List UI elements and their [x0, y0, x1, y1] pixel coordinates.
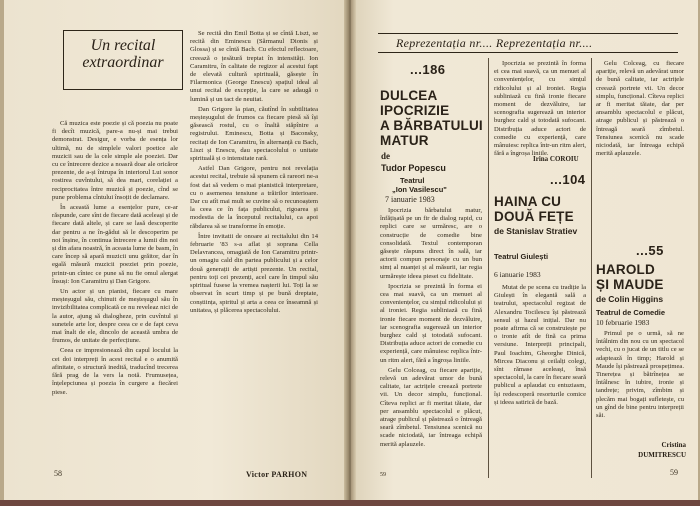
review-text-3 — [596, 330, 684, 438]
byline-de: de — [494, 226, 504, 236]
paragraph: Primul pe o urmă, să ne întâlnim din nou cu un spectacol vechi, cu o jucat de un titlu ce se adaptează în timp; Harold și Maude își păstrează prospețimea. Tinerețea și bătrînețea se întâlnesc în iubire, ironie și tandrețe; privim, zîmbim și plecăm mai bogați sufletește, cu un gînd de bine pentru interpreții săi. — [596, 330, 684, 420]
performance-number-2: ...104 — [550, 172, 586, 187]
theatre-label: Teatrul Giulești — [494, 252, 549, 261]
theatre-2 — [494, 252, 584, 262]
article-author: Victor PARHON — [246, 470, 308, 479]
paragraph: Gelu Colceag, cu fiecare apariție, relevă un adevărat umor de bună calitate, iar actrițele creează portrete vii. Un decor simplu, funcțional. Cîteva replici ar fi meritat tăiate, dar per ansamblu spectacolul e plăcut, atrage publicul și păstrează o întreagă seară zîmbetul. Tensiunea scenică nu scade niciodată, iar întreaga echipă merită aplauzele. — [380, 366, 482, 448]
book-edge — [0, 500, 700, 506]
play-title-2 — [494, 194, 589, 224]
paragraph: În această lume a esențelor pure, ce-ar răspunde, care sînt de fiecare dată aceleași și de fiecare dată altele, și care se lasă descoperite dar pentru a ne în-gădui să le descoperim pe noi înșine, în continua întrecere a lumii din noi și din afara noastră, în aceasta lume de basm, în care încep să apară muzicii unu grăitor, dar în egală măsură muzicii poeziei prin poezie, printr-un cîntec ce pune să nu fie omul alergat însuși: Ion Caramitru și Dan Grigore. — [52, 204, 178, 285]
book-gutter — [344, 0, 356, 502]
play-title-1 — [380, 88, 500, 148]
left-column-2 — [190, 30, 318, 462]
left-column-1 — [52, 120, 178, 480]
title-line: MATUR — [380, 133, 429, 148]
theatre-name: „Ion Vasilescu" — [392, 185, 447, 194]
title-line: A BĂRBATULUI — [380, 118, 483, 133]
playwright-1: Tudor Popescu — [381, 163, 446, 173]
column-rule — [591, 58, 592, 478]
paragraph: Ipocrizia se prezintă în forma ei cea mai suavă, ca un menuet al conveniențelor, cu simțul ridicolului și al ironiei. Regia subliniază cu fină ironie fiecare moment de dezvăluire, iar scenografia sugerează un interior burghez cald și totodată sufocant. Distribuția aduce actori de comedie cu experiență, care mânuiesc replica într-un ritm alert, fără a îngroșa liniile. — [380, 282, 482, 364]
title-line: ȘI MAUDE — [596, 277, 664, 292]
byline-de: de — [596, 294, 606, 304]
paragraph: Gelu Colceag, cu fiecare apariție, relevă un adevărat umor de bună calitate, iar actrițele creează portrete vii. Un decor simplu, funcțional. Cîteva replici ar fi meritat tăiate, dar per ansamblu spectacolul e plăcut, atrage publicul și păstrează o întreagă seară zîmbetul. Tensiunea scenică nu scade niciodată, iar întreaga echipă merită aplauzele. — [596, 60, 684, 158]
theatre-3 — [596, 308, 684, 318]
theatre-name-1 — [392, 185, 447, 195]
article-title-line2: extraordinar — [82, 54, 164, 71]
paragraph: Ipocrizia se prezintă în forma ei cea mai suavă, ca un menuet al conveniențelor, cu simțul ridicolului și al ironiei. Regia subliniază cu fină ironie fiecare moment de dezvăluire, iar scenografia sugerează un interior burghez cald și totodată sufocant. Distribuția aduce actori de comedie cu experiență, care mânuiesc replica într-un ritm alert, fără a îngroșa liniile. — [494, 60, 586, 158]
playwright-2 — [494, 226, 577, 236]
date-3: 10 februarie 1983 — [596, 318, 650, 327]
paragraph: Un actor și un pianist, fiecare cu mare meșteșugul său, chinuit de meșteșugul său în invizibilitatea complicată ce nu reveleaz nici de la autor, ajung să dialogheze, prin cuvîntul și sunetele arte lor, despre ceea ce e de fapt ceva mai înalt de ele, dincolo de această umbra de frumos, de unitate de perfecțiune. — [52, 288, 178, 345]
playwright-name: Stanislav Stratiev — [506, 226, 578, 236]
paragraph: Ipocrizia bărbatului matur, înfățișată pe un fir de dialog rapid, cu replici care se urmăresc, are o construcție de comedie bine consolidată. Textul contemporan găsește răspuns direct în sală, iar actorii compun personaje cu un bun simț al nuanței și al măsurii, iar regia urmărește ideea piesei cu fidelitate. — [380, 207, 482, 280]
byline-de-1: de — [381, 151, 390, 161]
review-signature-1: Irina COROIU — [533, 155, 579, 163]
review-text-1-cont — [494, 60, 586, 158]
performance-number-3: ...55 — [636, 243, 664, 258]
page-number-right: 59 — [670, 468, 678, 477]
section-header-text: Reprezentația nr.... Reprezentația nr.... — [396, 36, 593, 50]
paragraph: Că muzica este poezie și că poezia nu poate fi decît muzică, pare-a nu-și mai trebui demonstrat. Desigur, e vorba de esența lor ultimă, nu de simplele valori poetice ale muzicii sau de la cele simple ale poeziei. Dar cu ce întrecere dezice a noasră doar ale oricăror prezente, de a-și întrupa în interiorul Lui sonor rostirea cuvîntului, să dea mari, corelației a reciprocitatea între muzică și poezie, cînd se pune problema cîntului însoțit de declamare. — [52, 120, 178, 201]
title-line: DULCEA — [380, 88, 438, 103]
paragraph: Între invitatii de onoare ai recitalului din 14 februarie '83 s-a aflat și soprana Cella Delavrancea, omagiată de Ion Caramitru printr-un omagiu cald din partea publicului și a celor două generații de artiști prezente. Un recital, pentru toți cei prezenți, acel care în timpul său spiritual fusese la vremea nașterii lui. Toți la se observat în scurt timp și pe bună dreptate, conștiința, spiritul și arta a ceea ce înseamnă și unitatea, și plăcerea spectacolului. — [190, 232, 318, 314]
performance-number-1: ...186 — [410, 62, 446, 77]
title-line: HAINA CU — [494, 194, 562, 209]
play-title-3 — [596, 262, 686, 292]
theatre-label: Teatrul — [400, 176, 425, 185]
paragraph: Astfel Dan Grigore, pentru noi revelația acestui recital, trebuie să spunem că rareori ne-a fost dat să vedem o mai pianistică interpretare, cu o asemenea tensiune a trăirilor interioare. Dar cu atît mai mult se cuvine să o recunoaștem la ceea ce în fața publicului, rigoarea și modestia de la începutul recitalului, ca apoi răbdarea să se transforme în emoție. — [190, 165, 318, 230]
theatre-label: Teatrul de Comedie — [596, 308, 666, 317]
paragraph: Ceea ce impresionează din capul locului la cei doi interpreți în acest recital e o anumită afinitate, o structură inedită, traducînd trecerea fără prag de la vers la notă. Frumusețea, înțelepciunea și poezia în curgere a fiecărei piese. — [52, 347, 178, 396]
page-number-left: 58 — [54, 469, 62, 478]
article-title-line1: Un recital — [90, 37, 156, 54]
date-2: 6 ianuarie 1983 — [494, 270, 541, 279]
review-text-2-cont — [596, 60, 684, 240]
column-rule — [488, 58, 489, 478]
playwright-3 — [596, 294, 663, 304]
review-text-2 — [494, 284, 586, 470]
playwright-name: Colin Higgins — [608, 294, 664, 304]
section-header — [378, 33, 678, 53]
review-signature-3: Cristina DUMITRESCU — [638, 441, 686, 459]
title-line: DOUĂ FEȚE — [494, 209, 574, 224]
paragraph: Se recită din Emil Botta și se cîntă Liszt, se recită din Eminescu (Sărmanul Dionis și Glossa) și se cîntă Bach. Cu efectul reflectoare, creează o țesătură treptat în intensități. Ion Caramitru, în calitate de regizor al acestui fapt de elevată cultură spirituală, găsește în Filarmonica (George Enescu) spațiul ideal al unui recital de excepție, la care se adaugă o lumină și un tact de neuitat. — [190, 30, 318, 103]
paragraph: Dan Grigore la pian, căutînd în subtilitatea meșteșugului de frumos ca fiecare piesă să își găsească rostul, cu o înaltă stăpînire a registrului. Eminescu, Botta și Baconsky, recitați de Ion Caramitru, în alternanță cu Bach, Liszt și Enescu, dau spectacolului o unitate spirituală și o intensitate rară. — [190, 105, 318, 163]
title-line: IPOCRIZIE — [380, 103, 450, 118]
date-1: 7 ianuarie 1983 — [385, 195, 435, 204]
inner-page-number: 59 — [380, 472, 386, 478]
paragraph: Mutat de pe scena cu tradiție la Giulești în elegantă sală a teatrului, spectacolul regizat de Alexandru Tocilescu își păstrează sensul și hazul inițial. Dar nu poate afirma că se construiește pe o ironie atît de fină ca prima versiune. Interpreții principali, Paul Ioachim, Gheorghe Dinică, Mircea Diaconu și ceilalți colegi, sînt rămase aceleași, însă spectacolul, la care în fiecare seară publicul a aplaudat cu entuziasm, își redescoperă resorturile comice și ideea satirică de bază. — [494, 284, 586, 406]
review-text-1 — [380, 207, 482, 469]
article-title-box — [63, 30, 183, 90]
title-line: HAROLD — [596, 262, 655, 277]
